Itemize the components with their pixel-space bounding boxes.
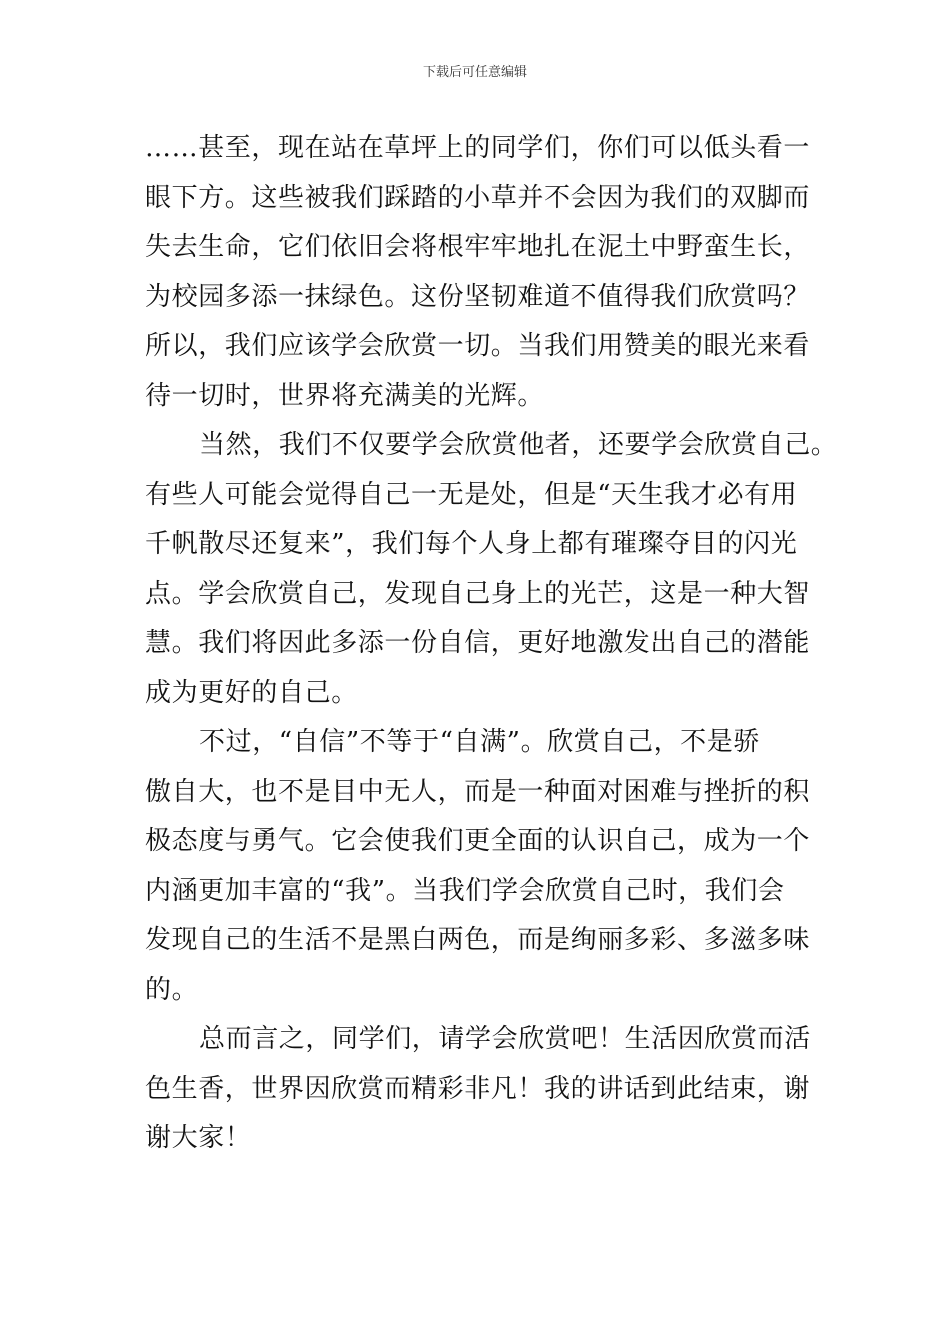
text-line: 千帆散尽还复来”，我们每个人身上都有璀璨夺目的闪光 xyxy=(145,529,798,559)
text-line: 的。 xyxy=(145,974,199,1005)
text-line: 所以，我们应该学会欣赏一切。当我们用赞美的眼光来看 xyxy=(145,331,811,361)
page-header: 下载后可任意编辑 xyxy=(422,65,527,80)
text-line: 成为更好的自己。 xyxy=(145,677,358,708)
text-line: 慧。我们将因此多添一份自信，更好地激发出自己的潜能 xyxy=(145,628,811,658)
document-body xyxy=(145,124,838,1164)
paragraph-4 xyxy=(145,1015,825,1164)
text-line: 傲自大，也不是目中无人，而是一种面对困难与挫折的积 xyxy=(145,776,811,807)
text-line: 色生香，世界因欣赏而精彩非凡！我的讲话到此结束，谢 xyxy=(145,1073,811,1104)
text-line: 总而言之，同学们，请学会欣赏吧！生活因欣赏而活 xyxy=(199,1024,811,1054)
text-line: 为校园多添一抹绿色。这份坚韧难道不值得我们欣赏吗？ xyxy=(145,281,811,312)
text-line: 内涵更加丰富的“我”。当我们学会欣赏自己时，我们会 xyxy=(145,875,785,906)
text-line: 眼下方。这些被我们踩踏的小草并不会因为我们的双脚而 xyxy=(145,182,811,213)
text-line: ……甚至，现在站在草坪上的同学们，你们可以低头看一 xyxy=(145,133,811,163)
text-line: 点。学会欣赏自己，发现自己身上的光芒，这是一种大智 xyxy=(145,578,811,609)
text-line: 失去生命，它们依旧会将根牢牢地扎在泥土中野蛮生长， xyxy=(145,232,811,262)
text-line: 发现自己的生活不是黑白两色，而是绚丽多彩、多滋多味 xyxy=(145,925,811,955)
text-line: 当然，我们不仅要学会欣赏他者，还要学会欣赏自己。 xyxy=(199,430,838,460)
text-line: 谢大家！ xyxy=(145,1123,252,1153)
text-line: 待一切时，世界将充满美的光辉。 xyxy=(145,380,545,411)
text-line: 有些人可能会觉得自己一无是处，但是“天生我才必有用 xyxy=(145,479,798,510)
paragraph-1 xyxy=(145,124,825,421)
text-line: 不过，“自信”不等于“自满”。欣赏自己，不是骄 xyxy=(199,727,760,757)
paragraph-3 xyxy=(145,718,825,1015)
text-line: 极态度与勇气。它会使我们更全面的认识自己，成为一个 xyxy=(145,826,811,856)
paragraph-2 xyxy=(145,421,838,718)
